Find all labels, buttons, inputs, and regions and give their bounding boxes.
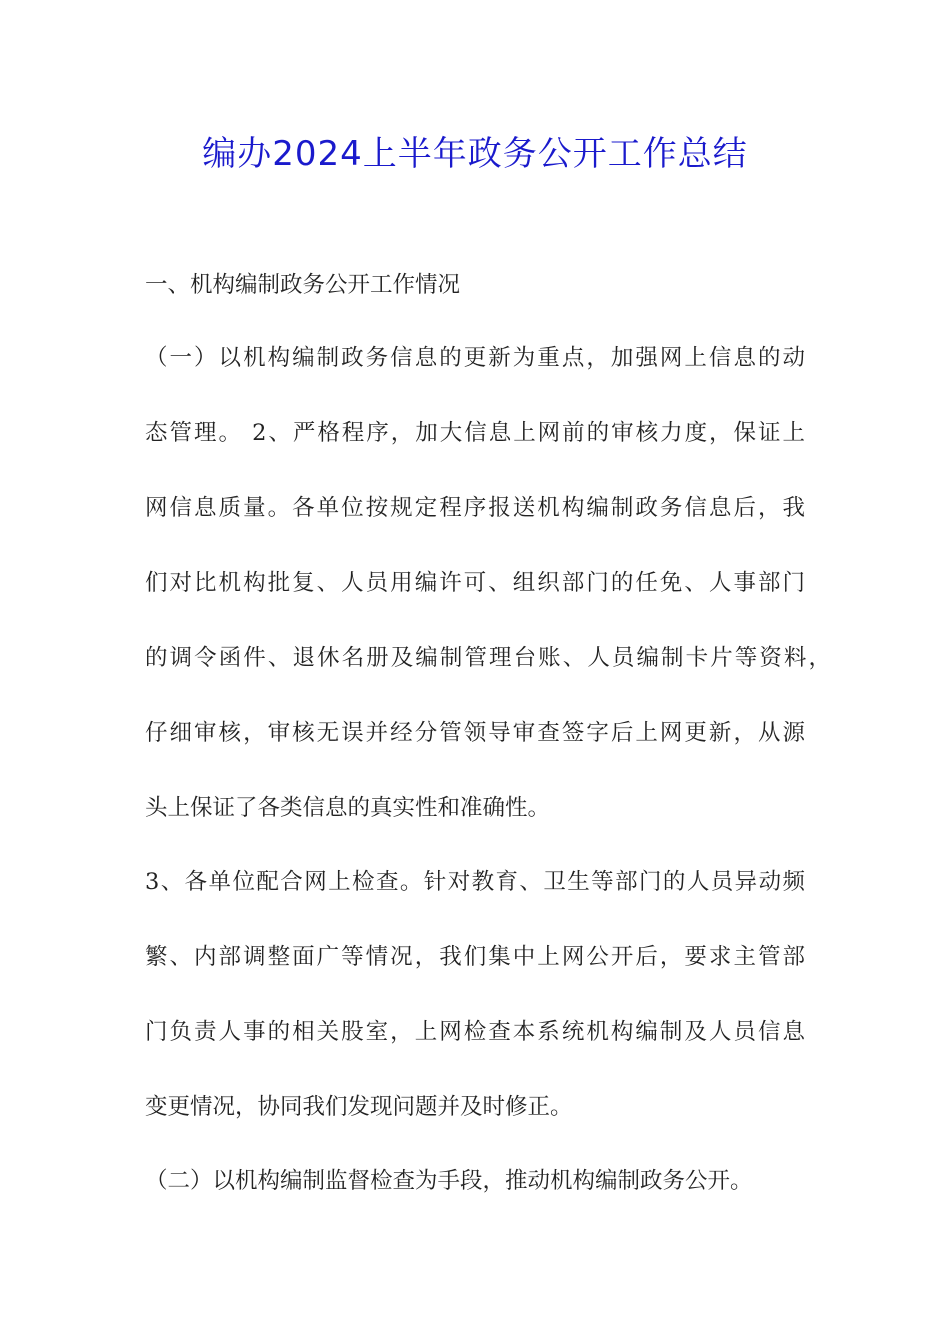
- body-line: 的调令函件、退休名册及编制管理台账、人员编制卡片等资料，: [145, 645, 831, 671]
- body-line: （一）以机构编制政务信息的更新为重点，加强网上信息的动: [145, 345, 805, 371]
- body-line: 3、各单位配合网上检查。针对教育、卫生等部门的人员异动频: [145, 869, 805, 895]
- body-line: 头上保证了各类信息的真实性和准确性。: [145, 795, 551, 821]
- section-subheading: （二）以机构编制监督检查为手段，推动机构编制政务公开。: [145, 1168, 753, 1194]
- body-line: 态管理。 2、严格程序，加大信息上网前的审核力度，保证上: [145, 420, 805, 446]
- body-line: 网信息质量。各单位按规定程序报送机构编制政务信息后，我: [145, 495, 805, 521]
- body-line: 门负责人事的相关股室，上网检查本系统机构编制及人员信息: [145, 1019, 805, 1045]
- document-title: 编办2024上半年政务公开工作总结: [202, 134, 748, 174]
- body-line: 仔细审核，审核无误并经分管领导审查签字后上网更新，从源: [145, 720, 805, 746]
- body-line: 繁、内部调整面广等情况，我们集中上网公开后，要求主管部: [145, 944, 805, 970]
- section-heading: 一、机构编制政务公开工作情况: [145, 272, 461, 298]
- body-line: 们对比机构批复、人员用编许可、组织部门的任免、人事部门: [145, 570, 805, 596]
- body-line: 变更情况，协同我们发现问题并及时修正。: [145, 1094, 573, 1120]
